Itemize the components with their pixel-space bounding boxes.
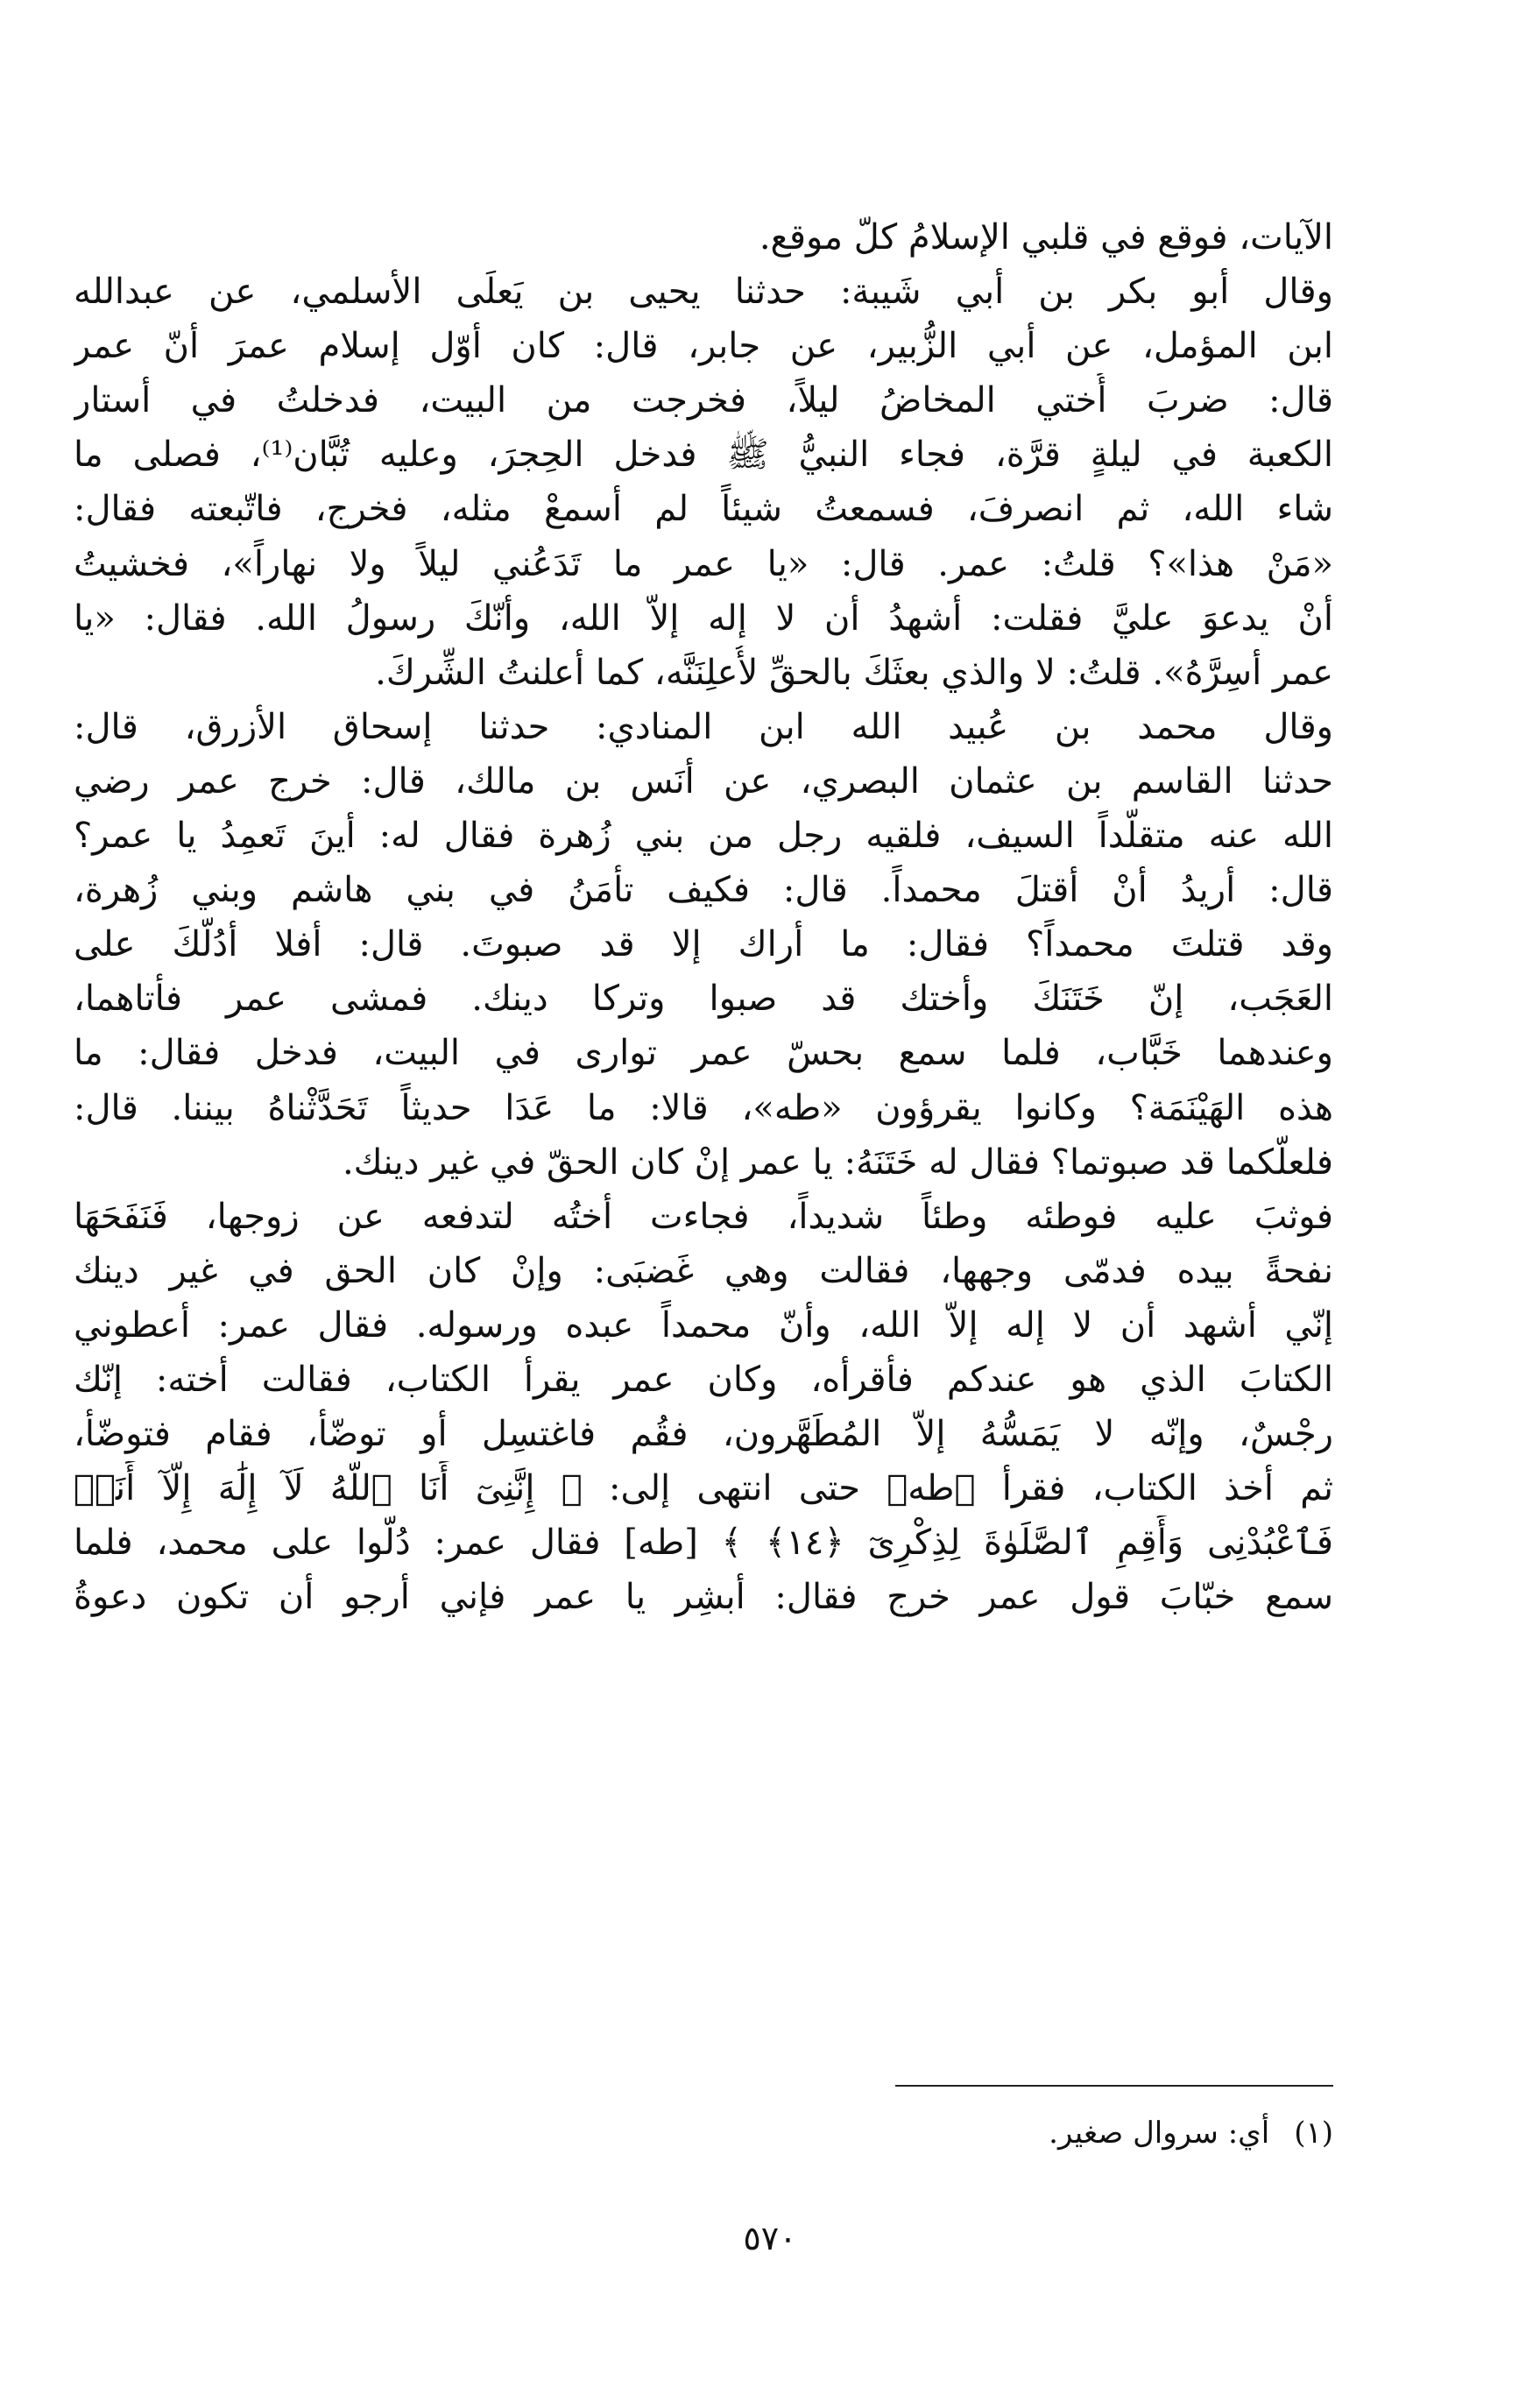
text-line: رجْسٌ، وإنّه لا يَمَسُّهُ إلاّ المُطَهَّرون، فقُم فاغتسِل أو توضّأ، فقام فتوضّأ، — [74, 1414, 1333, 1455]
text-line: عمر أسِرَّهُ». قلتُ: لا والذي بعثَكَ بالحقِّ لأُعلِنَنَّه، كما أعلنتُ الشِّركَ. — [375, 652, 1333, 693]
text-line: شاء الله، ثم انصرفَ، فسمعتُ شيئاً لم أسمعْ مثله، فخرج، فاتّبعته فقال: — [74, 489, 1333, 530]
text-line: الكتابَ الذي هو عندكم فأقرأه، وكان عمر يقرأ الكتاب، فقالت أخته: إنّك — [74, 1359, 1333, 1400]
text-line: حدثنا القاسم بن عثمان البصري، عن أنَس بن مالك، قال: خرج عمر رضي — [74, 760, 1333, 802]
footnote — [1049, 2111, 1333, 2155]
footnote-separator — [895, 2085, 1333, 2087]
text-line: العَجَب، إنّ خَتَنَكَ وأختك قد صبوا وتركا دينك. فمشى عمر فأتاهما، — [74, 978, 1333, 1020]
text-line: فلعلّكما قد صبوتما؟ فقال له خَتَنَهُ: يا عمر إنْ كان الحقّ في غير دينك. — [342, 1141, 1333, 1183]
text-line: فوثبَ عليه فوطئه وطئاً شديداً، فجاءت أختُه لتدفعه عن زوجها، فَنَفَحَهَا — [74, 1196, 1333, 1237]
text-line: ثم أخذ الكتاب، فقرأ ﴿طه﴾ حتى انتهى إلى: ﴿ إِنَّنِىٓ أَنَا ٱللَّهُ لَآ إِلَٰهَ إِلَّآ أَنَا۠ — [74, 1468, 1333, 1509]
text-line: وقد قتلتَ محمداً؟ فقال: ما أراك إلا قد صبوتَ. قال: أفلا أدُلُّكَ على — [74, 924, 1333, 965]
text-line: قال: ضربَ أُختي المخاضُ ليلاً، فخرجت من البيت، فدخلتُ في أستار — [74, 380, 1333, 421]
page-number: ٥٧٠ — [743, 2219, 797, 2257]
text-line: هذه الهَيْنَمَة؟ وكانوا يقرؤون «طه»، قالا: ما عَدَا حديثاً تَحَدَّثْناهُ بيننا. قال: — [74, 1087, 1333, 1128]
footnote-marker: (١) — [1294, 2116, 1333, 2151]
text-line: الكعبة في ليلةٍ قرَّة، فجاء النبيُّ ﷺ فدخل الحِجرَ، وعليه تُبَّان⁽¹⁾، فصلى ما — [74, 434, 1333, 476]
text-line: الله عنه متقلّداً السيف، فلقيه رجل من بني زُهرة فقال له: أينَ تَعمِدُ يا عمر؟ — [74, 816, 1333, 857]
text-line: وقال أبو بكر بن أبي شَيبة: حدثنا يحيى بن يَعلَى الأسلمي، عن عبدالله — [74, 272, 1333, 313]
text-line: سمع خبّابَ قول عمر خرج فقال: أبشِر يا عمر فإني أرجو أن تكون دعوةُ — [74, 1577, 1333, 1618]
footnote-text: أي: سروال صغير. — [1049, 2116, 1270, 2151]
text-line: فَٱعْبُدْنِى وَأَقِمِ ٱلصَّلَوٰةَ لِذِكْرِىٓ ﴿١٤﴾ ﴾ [طه] فقال عمر: دُلُّوا على محمد، فلما — [74, 1522, 1333, 1564]
text-line: ابن المؤمل، عن أبي الزُّبير، عن جابر، قال: كان أوّل إسلام عمرَ أنّ عمر — [74, 326, 1333, 367]
text-line: «مَنْ هذا»؟ قلتُ: عمر. قال: «يا عمر ما تَدَعُني ليلاً ولا نهاراً»، فخشيتُ — [74, 543, 1333, 584]
text-line: نفحةً بيده فدمّى وجهها، فقالت وهي غَضبَى: وإنْ كان الحق في غير دينك — [74, 1250, 1333, 1291]
text-line: إنّي أشهد أن لا إله إلاّ الله، وأنّ محمداً عبده ورسوله. فقال عمر: أعطوني — [74, 1304, 1333, 1346]
text-line: وقال محمد بن عُبيد الله ابن المنادي: حدثنا إسحاق الأزرق، قال: — [74, 706, 1333, 747]
text-line: الآيات، فوقع في قلبي الإسلامُ كلّ موقع. — [759, 217, 1333, 258]
text-line: وعندهما خَبَّاب، فلما سمع بحسّ عمر توارى في البيت، فدخل فقال: ما — [74, 1033, 1333, 1074]
text-line: قال: أريدُ أنْ أقتلَ محمداً. قال: فكيف تأمَنُ في بني هاشم وبني زُهرة، — [74, 870, 1333, 911]
body-text — [74, 210, 1333, 1624]
text-line: أنْ يدعوَ عليَّ فقلت: أشهدُ أن لا إله إلاّ الله، وأنّكَ رسولُ الله. فقال: «يا — [74, 597, 1333, 639]
